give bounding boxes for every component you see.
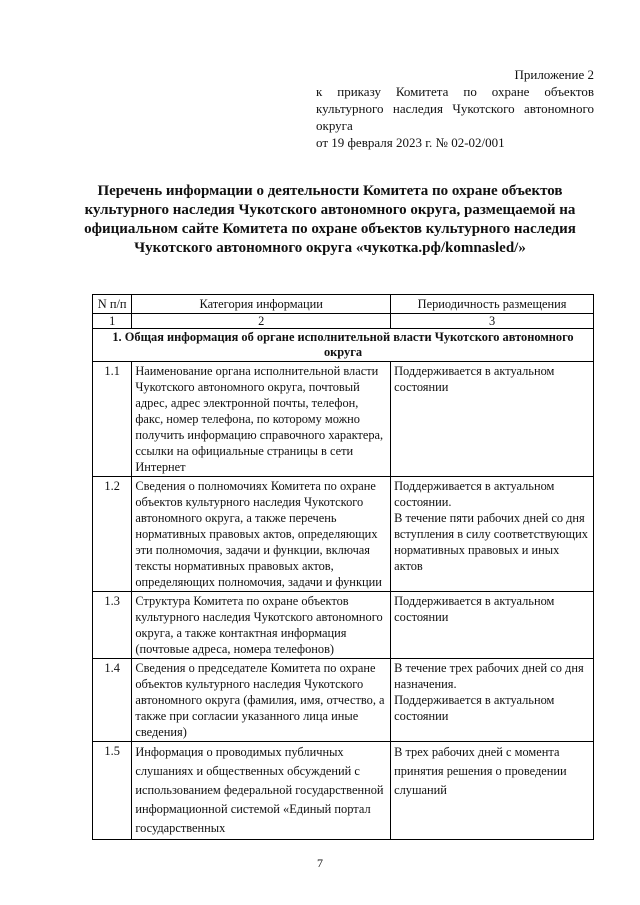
period-text: В течение трех рабочих дней со дня назначения.	[394, 661, 584, 691]
appendix-date: от 19 февраля 2023 г. № 02-02/001	[316, 135, 505, 150]
period-text: Поддерживается в актуальном состоянии	[394, 693, 555, 723]
column-number: 2	[132, 314, 391, 329]
table-row	[93, 742, 594, 840]
row-category: Наименование органа исполнительной власти Чукотского автономного округа, почтовый адрес, адрес электронной почты, телефон, факс, номер телефона, по которому можно получить информацию справочного характера, ссылки на официальные страницы в сети Интернет	[132, 362, 391, 477]
document-title: Перечень информации о деятельности Комитета по охране объектов культурного наследия Чукотского автономного округа, размещаемой на официальном сайте Комитета по охране объектов культурного наследия Чукотского автономного округа «чукотка.рф/komnasled/»	[84, 183, 576, 256]
row-category: Информация о проводимых публичных слушаниях и общественных обсуждений с использованием федеральной государственной информационной системой «Единый портал государственных	[132, 742, 391, 840]
row-period	[391, 362, 594, 477]
period-text: Поддерживается в актуальном состоянии	[394, 364, 555, 394]
header-period: Периодичность размещения	[391, 295, 594, 314]
appendix-title: Приложение 2	[514, 67, 594, 82]
period-text: Поддерживается в актуальном состоянии.	[394, 479, 555, 509]
row-period	[391, 477, 594, 592]
section-title: 1. Общая информация об органе исполнительной власти Чукотского автономного округа	[93, 329, 594, 362]
row-number: 1.2	[93, 477, 132, 592]
row-category: Сведения о полномочиях Комитета по охране объектов культурного наследия Чукотского автономного округа, а также перечень нормативных правовых актов, определяющих эти полномочия, задачи и функции, включая тексты нормативных правовых актов, определяющих полномочия, задачи и функции	[132, 477, 391, 592]
column-number: 1	[93, 314, 132, 329]
table-row	[93, 592, 594, 659]
period-text: В трех рабочих дней с момента принятия решения о проведении слушаний	[394, 745, 567, 797]
row-period	[391, 742, 594, 840]
info-table	[92, 294, 594, 840]
table-header-row	[93, 295, 594, 314]
row-category: Структура Комитета по охране объектов культурного наследия Чукотского автономного округа, а также контактная информация (почтовые адреса, номера телефонов)	[132, 592, 391, 659]
appendix-order-line: к приказу Комитета по охране объектов	[316, 84, 594, 99]
period-text: В течение пяти рабочих дней со дня вступления в силу соответствующих нормативных правовых и иных актов	[394, 511, 588, 573]
appendix-order-line: округа	[316, 118, 353, 133]
row-number: 1.4	[93, 659, 132, 742]
header-category: Категория информации	[132, 295, 391, 314]
row-number: 1.5	[93, 742, 132, 840]
section-row	[93, 329, 594, 362]
header-number: N п/п	[93, 295, 132, 314]
page-number: 7	[317, 856, 323, 870]
column-number: 3	[391, 314, 594, 329]
table-row	[93, 477, 594, 592]
table-row	[93, 659, 594, 742]
row-number: 1.3	[93, 592, 132, 659]
row-number: 1.1	[93, 362, 132, 477]
row-period	[391, 659, 594, 742]
row-period	[391, 592, 594, 659]
appendix-order-line: культурного наследия Чукотского автономного	[316, 101, 594, 116]
period-text: Поддерживается в актуальном состоянии	[394, 594, 555, 624]
appendix-header	[316, 66, 594, 151]
column-number-row	[93, 314, 594, 329]
row-category: Сведения о председателе Комитета по охране объектов культурного наследия Чукотского автономного округа (фамилия, имя, отчество, а также при согласии указанного лица иные сведения)	[132, 659, 391, 742]
table-row	[93, 362, 594, 477]
